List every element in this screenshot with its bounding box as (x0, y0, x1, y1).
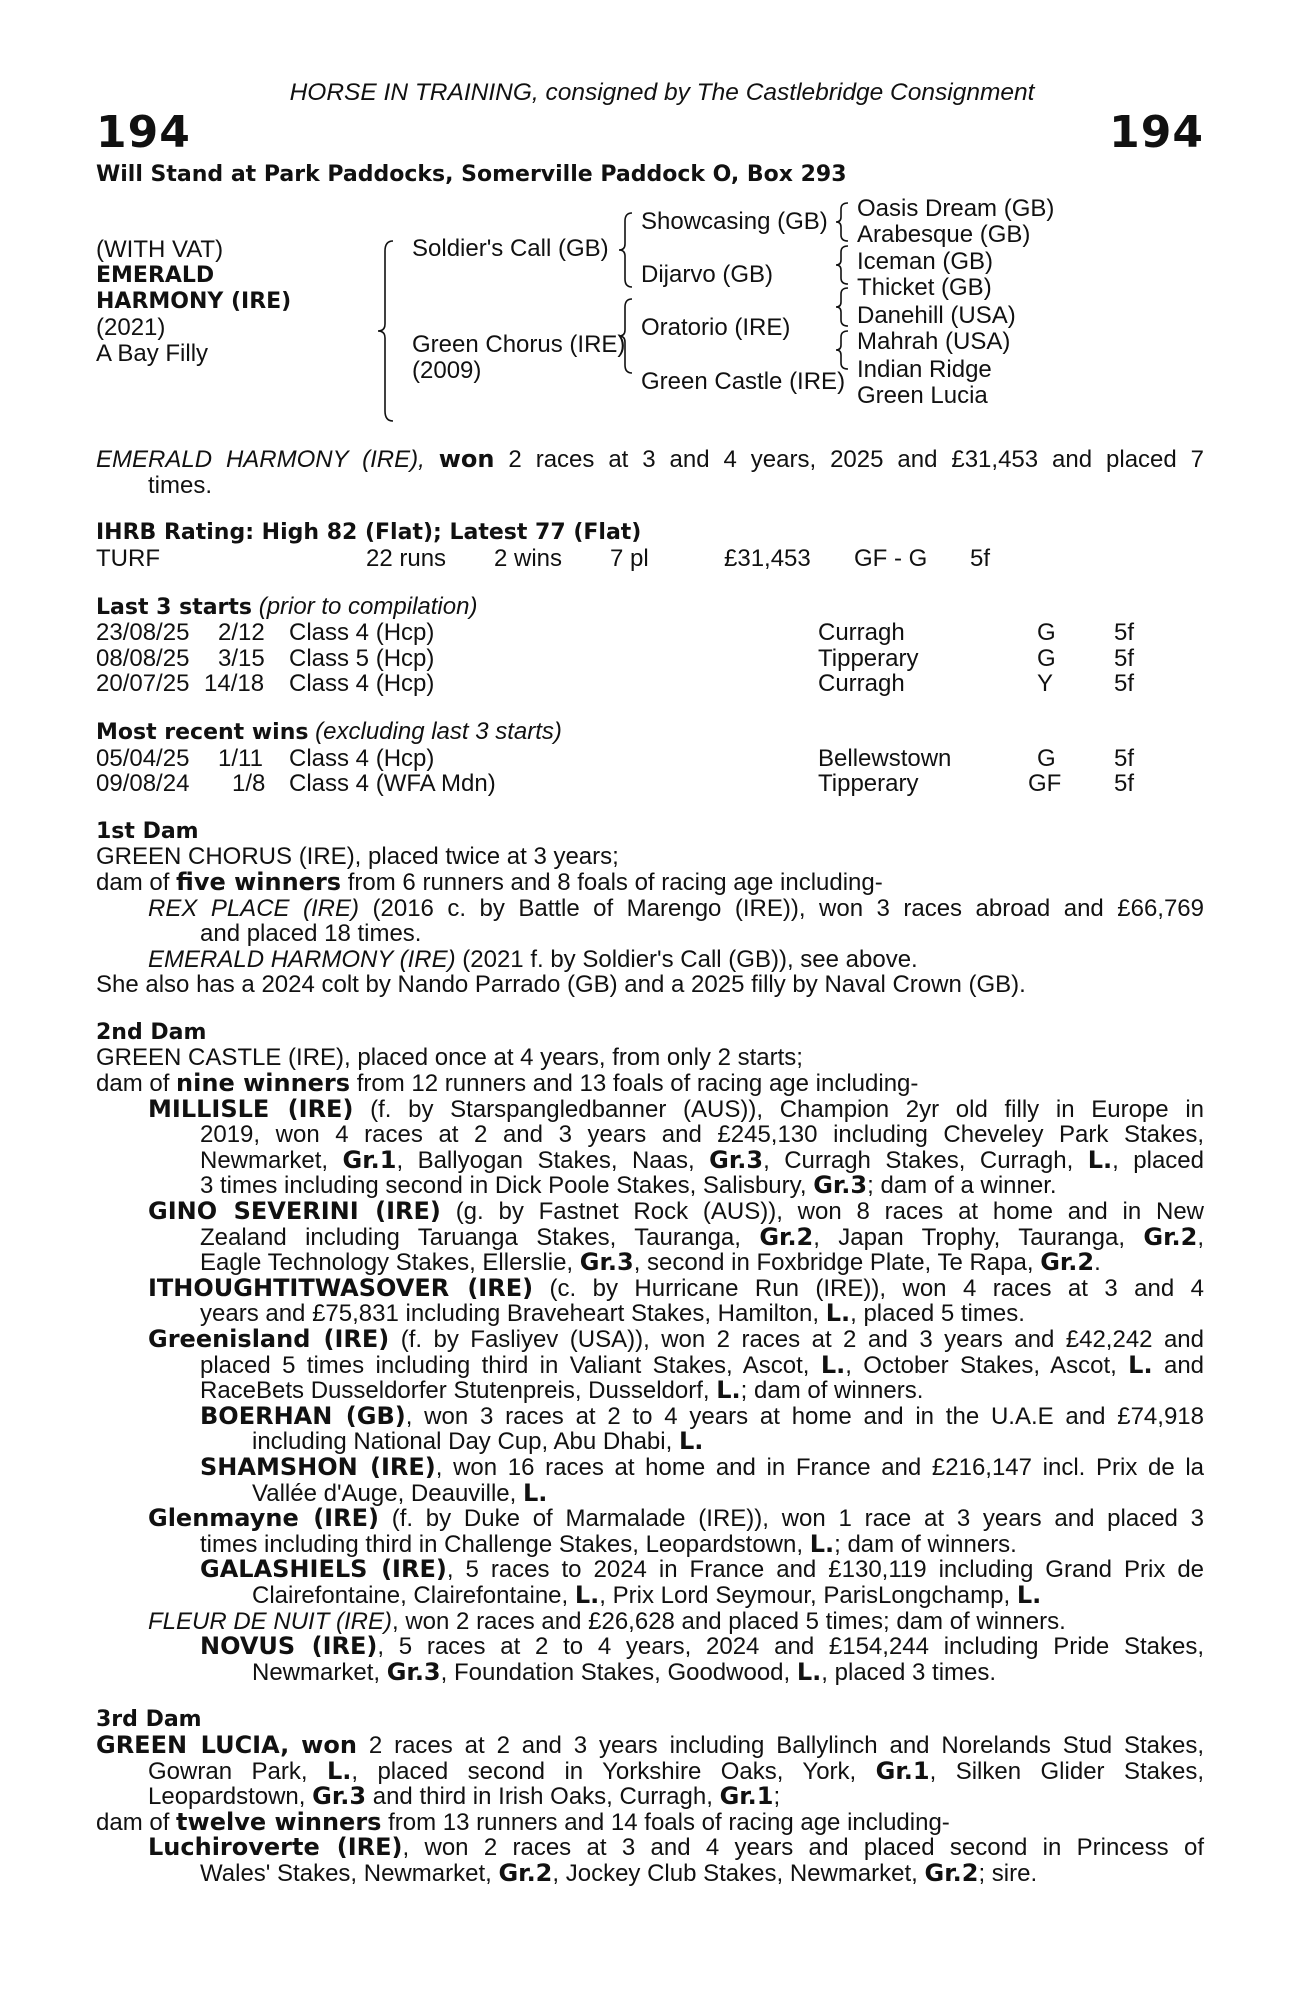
rating-wins: 2 wins (494, 544, 563, 572)
run-going: Y (1037, 670, 1054, 698)
also-has-line: She also has a 2024 colt by Nando Parrado (GB) and a 2025 filly by Naval Crown (GB). (96, 971, 1026, 999)
run-course: Curragh (818, 670, 905, 698)
grade-badge: L. (1087, 1145, 1113, 1174)
progeny-novus (96, 1634, 1204, 1685)
progeny-text: Zealand including Taruanga Stakes, Tauranga, (200, 1223, 741, 1251)
rating-distance: 5f (970, 544, 991, 572)
run-going: G (1037, 644, 1056, 672)
grade-badge: Gr.2 (1143, 1222, 1198, 1251)
summary-won: won (438, 445, 495, 474)
rating-surface: TURF (96, 544, 160, 572)
grade-badge: Gr.2 (924, 1858, 979, 1887)
summary-text-2: times. (148, 471, 213, 499)
grandparent-8: Green Lucia (857, 382, 988, 410)
run-race: Class 5 (Hcp) (289, 644, 435, 672)
race-summary (96, 447, 1204, 498)
progeny-shamshon (96, 1452, 1204, 1507)
progeny-text: and placed 18 times. (200, 920, 422, 948)
progeny-text: Wales' Stakes, Newmarket, (200, 1859, 492, 1887)
run-distance: 5f (1114, 670, 1135, 698)
last-starts-section (96, 594, 1204, 697)
grade-badge: L. (574, 1580, 600, 1609)
third-dam-text: Gowran Park, (148, 1757, 308, 1785)
grade-badge: Gr.2 (759, 1222, 814, 1251)
third-dam-section: 3rd Dam GREEN LUCIA, won 2 races at 2 and 3 years including Ballylinch and Norelands Stud Stakes, Gowran Park, L., placed second in Yorkshire Oaks, York, Gr.1, Silken Glider Stakes, Leopardstown, Gr.3 and third in Irish Oaks, Curragh, Gr.1; dam of twelve winners from 13 runners and 14 foals of racing age including- Luchiroverte (IRE), won 2 races at 3 and 4 years and placed second in Princess of Wales' Stakes, Newmarket, Gr.2, Jockey Club Stakes, Newmarket, Gr.2; sire. (96, 1707, 1205, 1887)
grade-badge: L. (820, 1350, 846, 1379)
win-date: 05/04/25 (96, 744, 190, 772)
grandparent-2: Arabesque (GB) (857, 221, 1031, 249)
first-dam-heading: 1st Dam (96, 818, 199, 844)
first-dam-section (96, 819, 1204, 998)
progeny-text: , Prix Lord Seymour, ParisLongchamp, (599, 1581, 1011, 1609)
rating-going: GF - G (854, 544, 928, 572)
first-dam-line: GREEN CHORUS (IRE), placed twice at 3 years; (96, 843, 619, 871)
dam-of-label: dam of (96, 868, 170, 896)
progeny-text: , 5 races to 2024 in France and £130,119 including Grand Prix de (446, 1556, 1205, 1584)
summary-text-1: 2 races at 3 and 4 years, 2025 and £31,453 and placed 7 (508, 446, 1205, 474)
grade-badge: L. (825, 1299, 851, 1328)
dam-of-rest: from 13 runners and 14 foals of racing age including- (388, 1808, 950, 1836)
progeny-name: Greenisland (IRE) (148, 1325, 390, 1353)
grandparent-4: Thicket (GB) (857, 274, 992, 302)
table-row (96, 646, 1204, 672)
table-row (96, 620, 1204, 646)
progeny-text: times including third in Challenge Stakes, Leopardstown, (200, 1530, 804, 1558)
recent-wins-note: (excluding last 3 starts) (315, 717, 562, 745)
second-dam-heading: 2nd Dam (96, 1019, 207, 1045)
grade-badge: Gr.3 (813, 1171, 868, 1200)
progeny-name: MILLISLE (IRE) (148, 1094, 354, 1123)
progeny-luchiroverte (96, 1835, 1204, 1886)
third-dam-text: 2 races at 2 and 3 years including Ballylinch and Norelands Stud Stakes, (368, 1731, 1205, 1759)
lot-number-right: 194 (1109, 106, 1204, 158)
progeny-text: Newmarket, (252, 1658, 381, 1686)
dam-of-label: dam of (96, 1070, 170, 1098)
progeny-text: Newmarket, (200, 1146, 329, 1174)
dam-of-rest: from 12 runners and 13 foals of racing age including- (356, 1070, 919, 1098)
grandparent-1: Oasis Dream (GB) (857, 195, 1055, 223)
grade-badge: L. (716, 1376, 741, 1405)
win-going: GF (1028, 770, 1062, 798)
win-race: Class 4 (Hcp) (289, 744, 435, 772)
recent-wins-section (96, 719, 1204, 797)
sire-dam: Dijarvo (GB) (641, 261, 774, 289)
progeny-name: Glenmayne (IRE) (148, 1504, 379, 1533)
rating-prize: £31,453 (724, 544, 811, 572)
grade-badge: Gr.1 (342, 1145, 397, 1174)
run-distance: 5f (1114, 644, 1135, 672)
progeny-name: EMERALD HARMONY (IRE) (148, 945, 456, 973)
progeny-name: Luchiroverte (IRE) (148, 1833, 403, 1862)
progeny-text: ; dam of a winner. (867, 1172, 1057, 1200)
progeny-emerald-harmony (96, 947, 1204, 973)
progeny-text: (f. by Duke of Marmalade (IRE)), won 1 race at 3 years and placed 3 (391, 1505, 1204, 1533)
dam-name: Green Chorus (IRE) (412, 331, 626, 359)
sire-sire: Showcasing (GB) (641, 208, 828, 236)
progeny-text: Eagle Technology Stakes, Ellerslie, (200, 1249, 574, 1277)
lot-number-row (96, 108, 1204, 158)
horse-name-line1: EMERALD (96, 263, 215, 289)
third-dam-text: ; (773, 1783, 781, 1811)
progeny-rex-place (96, 896, 1204, 947)
progeny-name: REX PLACE (IRE) (148, 894, 360, 922)
progeny-name: ITHOUGHTITWASOVER (IRE) (148, 1273, 534, 1302)
last-starts-heading: Last 3 starts (96, 594, 253, 620)
second-dam-line: GREEN CASTLE (IRE), placed once at 4 years, from only 2 starts; (96, 1044, 803, 1072)
progeny-text: Clairefontaine, Clairefontaine, (252, 1581, 569, 1609)
stand-location: Will Stand at Park Paddocks, Somerville Paddock O, Box 293 (96, 161, 847, 187)
grade-badge: Gr.2 (1040, 1248, 1095, 1277)
winners-count: five winners (176, 867, 342, 896)
progeny-name: SHAMSHON (IRE) (200, 1452, 436, 1481)
winners-count: nine winners (176, 1069, 351, 1098)
progeny-text: Vallée d'Auge, Deauville, (252, 1479, 517, 1507)
grade-badge: L. (678, 1427, 704, 1456)
progeny-text: , won 3 races at 2 to 4 years at home and in the U.A.E and £74,918 (405, 1402, 1204, 1430)
third-dam-heading: 3rd Dam (96, 1707, 202, 1733)
run-course: Tipperary (818, 644, 919, 672)
run-date: 08/08/25 (96, 644, 190, 672)
rating-row (96, 546, 1204, 572)
lot-number-left: 194 (96, 106, 191, 158)
third-dam-won: won (301, 1730, 357, 1759)
grandparent-3: Iceman (GB) (857, 248, 994, 276)
grade-badge: L. (1128, 1350, 1153, 1379)
progeny-text: , Curragh Stakes, Curragh, (763, 1146, 1074, 1174)
progeny-text: , placed 5 times. (850, 1300, 1025, 1328)
rating-runs: 22 runs (366, 544, 447, 572)
progeny-text: , Japan Trophy, Tauranga, (813, 1223, 1126, 1251)
win-position: 1/8 (232, 770, 266, 798)
progeny-text: ; sire. (978, 1859, 1038, 1887)
progeny-text: (g. by Fastnet Rock (AUS)), won 8 races at home and in New (455, 1198, 1205, 1226)
progeny-text: including National Day Cup, Abu Dhabi, (252, 1428, 673, 1456)
progeny-text: . (1094, 1249, 1101, 1277)
run-date: 20/07/25 (96, 670, 190, 698)
dam-sire: Oratorio (IRE) (641, 314, 791, 342)
progeny-name: FLEUR DE NUIT (IRE) (148, 1607, 393, 1635)
grade-badge: L. (1016, 1580, 1042, 1609)
progeny-text: , Foundation Stakes, Goodwood, (440, 1658, 791, 1686)
progeny-text: and (1163, 1351, 1205, 1379)
dam-of-label: dam of (96, 1808, 170, 1836)
dam-of-rest: from 6 runners and 8 foals of racing age including- (347, 868, 883, 896)
vat-label: (WITH VAT) (96, 236, 224, 264)
run-course: Curragh (818, 619, 905, 647)
win-distance: 5f (1114, 744, 1135, 772)
rating-section (96, 520, 1204, 571)
progeny-text: 2019, won 4 races at 2 and 3 years and £245,130 including Cheveley Park Stakes, (200, 1121, 1204, 1149)
grade-badge: Gr.3 (579, 1248, 634, 1277)
win-race: Class 4 (WFA Mdn) (289, 770, 496, 798)
grandparent-5: Danehill (USA) (857, 302, 1016, 330)
progeny-text: RaceBets Dusseldorfer Stutenpreis, Dusseldorf, (200, 1377, 710, 1405)
third-dam-text: , placed second in Yorkshire Oaks, York, (351, 1757, 857, 1785)
sire-name: Soldier's Call (GB) (412, 235, 609, 263)
progeny-text: (2021 f. by Soldier's Call (GB)), see above. (462, 945, 918, 973)
grade-badge: Gr.2 (498, 1858, 553, 1887)
progeny-glenmayne (96, 1506, 1204, 1557)
progeny-gino-severini (96, 1199, 1204, 1276)
third-dam-text: and third in Irish Oaks, Curragh, (372, 1783, 713, 1811)
progeny-text: , second in Foxbridge Plate, Te Rapa, (633, 1249, 1034, 1277)
rating-heading: IHRB Rating: High 82 (Flat); Latest 77 (Flat) (96, 520, 642, 546)
grade-badge: Gr.3 (709, 1145, 764, 1174)
win-distance: 5f (1114, 770, 1135, 798)
progeny-text: , (1197, 1223, 1204, 1251)
pedigree-table (96, 191, 1204, 431)
run-race: Class 4 (Hcp) (289, 670, 435, 698)
progeny-text: , placed (1112, 1146, 1204, 1174)
grade-badge: L. (809, 1529, 835, 1558)
progeny-galashiels (96, 1557, 1204, 1608)
table-row (96, 746, 1204, 772)
progeny-greenisland (96, 1327, 1204, 1404)
progeny-millisle (96, 1094, 1204, 1200)
horse-name-line2: HARMONY (IRE) (96, 289, 292, 315)
progeny-text: ; dam of winners. (834, 1530, 1017, 1558)
table-row (96, 771, 1204, 797)
summary-horse-name: EMERALD HARMONY (IRE), (96, 446, 425, 474)
grandparent-6: Mahrah (USA) (857, 328, 1011, 356)
progeny-text: , placed 3 times. (821, 1658, 997, 1686)
recent-wins-heading: Most recent wins (96, 719, 309, 745)
run-race: Class 4 (Hcp) (289, 619, 435, 647)
second-dam-section (96, 1020, 1204, 1685)
progeny-name: GALASHIELS (IRE) (200, 1555, 447, 1584)
progeny-name: NOVUS (IRE) (200, 1632, 378, 1661)
consignor-subtitle: HORSE IN TRAINING, consigned by The Castlebridge Consignment (289, 79, 1035, 106)
third-dam-text: Leopardstown, (148, 1783, 306, 1811)
run-position: 2/12 (218, 619, 265, 647)
run-date: 23/08/25 (96, 619, 190, 647)
rating-placed: 7 pl (610, 544, 649, 572)
grade-badge: L. (326, 1756, 352, 1785)
grandparent-7: Indian Ridge (857, 356, 992, 384)
grade-badge: L. (796, 1657, 822, 1686)
progeny-text: (2016 c. by Battle of Marengo (IRE)), won 3 races abroad and £66,769 (372, 894, 1205, 922)
horse-foaling-year: (2021) (96, 314, 166, 342)
progeny-text: ; dam of winners. (740, 1377, 924, 1405)
horse-description: A Bay Filly (96, 340, 209, 368)
progeny-boerhan (96, 1401, 1204, 1456)
run-position: 3/15 (218, 644, 265, 672)
catalogue-page (96, 80, 1204, 1886)
grade-badge: Gr.3 (386, 1657, 441, 1686)
third-dam-name: GREEN LUCIA (96, 1730, 281, 1759)
progeny-text: (f. by Starspangledbanner (AUS)), Champion 2yr old filly in Europe in (370, 1095, 1204, 1123)
third-dam-text: , Silken Glider Stakes, (929, 1757, 1205, 1785)
progeny-text: (c. by Hurricane Run (IRE)), won 4 races at 3 and 4 (549, 1274, 1205, 1302)
win-date: 09/08/24 (96, 770, 190, 798)
progeny-text: (f. by Fasliyev (USA)), won 2 races at 2 and 3 years and £42,242 and (400, 1326, 1204, 1353)
progeny-text: , Ballyogan Stakes, Naas, (396, 1146, 695, 1174)
win-course: Tipperary (818, 770, 919, 798)
progeny-text: , won 2 races at 3 and 4 years and placed second in Princess of (402, 1834, 1204, 1862)
progeny-text: , Jockey Club Stakes, Newmarket, (552, 1859, 918, 1887)
run-going: G (1037, 619, 1056, 647)
winners-count: twelve winners (176, 1807, 382, 1836)
run-position: 14/18 (204, 670, 265, 698)
grade-badge: Gr.3 (312, 1782, 367, 1811)
last-starts-note: (prior to compilation) (258, 592, 478, 620)
progeny-text: 3 times including second in Dick Poole Stakes, Salisbury, (200, 1172, 807, 1200)
grade-badge: Gr.1 (875, 1756, 930, 1785)
win-position: 1/11 (218, 744, 263, 772)
progeny-text: , won 2 races and £26,628 and placed 5 times; dam of winners. (392, 1607, 1066, 1635)
run-distance: 5f (1114, 619, 1135, 647)
progeny-text: , won 16 races at home and in France and £216,147 incl. Prix de la (435, 1453, 1204, 1481)
progeny-text: years and £75,831 including Braveheart Stakes, Hamilton, (200, 1300, 820, 1328)
grade-badge: Gr.1 (719, 1782, 774, 1811)
grade-badge: L. (522, 1478, 548, 1507)
progeny-ithoughtitwasover (96, 1273, 1205, 1328)
table-row (96, 671, 1204, 697)
progeny-name: BOERHAN (GB) (200, 1401, 406, 1430)
progeny-fleur-de-nuit (96, 1609, 1204, 1635)
progeny-name: GINO SEVERINI (IRE) (148, 1197, 441, 1226)
win-course: Bellewstown (818, 744, 952, 772)
progeny-text: , October Stakes, Ascot, (845, 1351, 1117, 1379)
progeny-text: , 5 races at 2 to 4 years, 2024 and £154,244 including Pride Stakes, (377, 1633, 1204, 1661)
dam-dam: Green Castle (IRE) (641, 368, 846, 396)
dam-year: (2009) (412, 357, 482, 385)
progeny-text: placed 5 times including third in Valiant Stakes, Ascot, (200, 1351, 810, 1379)
win-going: G (1037, 744, 1056, 772)
